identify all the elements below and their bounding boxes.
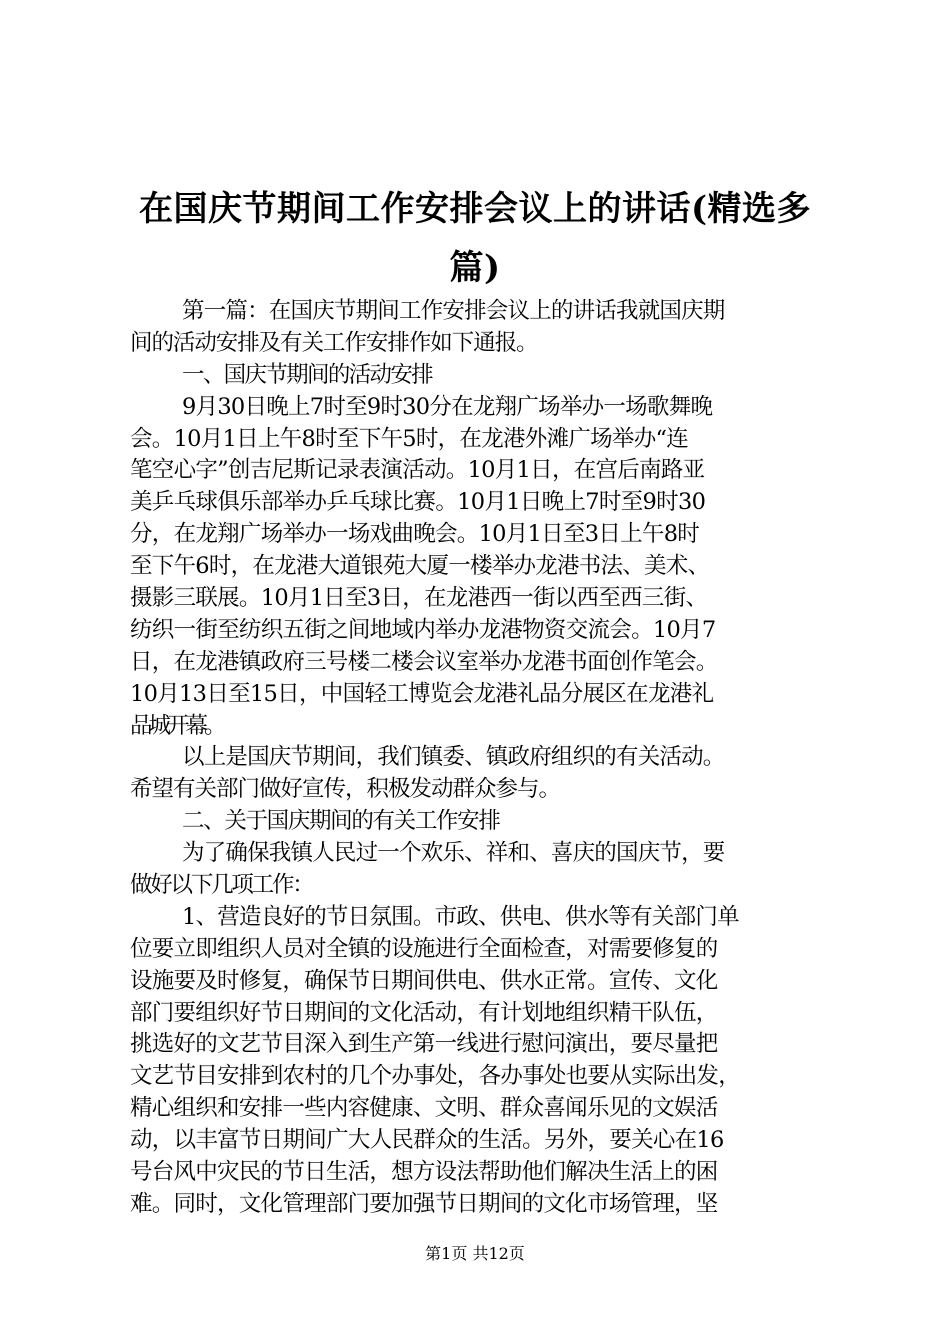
- text-line: 号台风中灾民的节日生活，想方设法帮助他们解决生活上的困: [130, 1159, 718, 1186]
- text-line: 难。同时，文化管理部门要加强节日期间的文化市场管理，坚: [130, 1190, 718, 1217]
- text-line: 品城开幕。: [130, 712, 223, 739]
- text-line: 纺织一街至纺织五街之间地域内举办龙港物资交流会。10月7: [130, 616, 716, 643]
- title-line-1: 在国庆节期间工作安排会议上的讲话(精选多: [138, 189, 812, 229]
- text-line: 摄影三联展。10月1日至3日，在龙港西一街以西至西三街、: [130, 585, 708, 612]
- page-footer: 第1页 共12页: [425, 1244, 525, 1263]
- text-line: 分，在龙翔广场举办一场戏曲晚会。10月1日至3日上午8时: [130, 521, 700, 548]
- text-line: 一、国庆节期间的活动安排: [182, 361, 433, 388]
- text-line: 至下午6时，在龙港大道银苑大厦一楼举办龙港书法、美术、: [130, 553, 710, 580]
- text-line: 10月13日至15日，中国轻工博览会龙港礼品分展区在龙港礼: [130, 680, 714, 707]
- document-body: [130, 296, 870, 1221]
- text-line: 精心组织和安排一些内容健康、文明、群众喜闻乐见的文娱活: [130, 1095, 718, 1122]
- text-line: 间的活动安排及有关工作安排作如下通报。: [130, 329, 538, 356]
- text-line: 笔空心字”创吉尼斯记录表演活动。10月1日，在宫后南路亚: [130, 457, 705, 484]
- text-line: 挑选好的文艺节目深入到生产第一线进行慰问演出，要尽量把: [130, 1031, 718, 1058]
- text-line: 部门要组织好节日期间的文化活动，有计划地组织精干队伍，: [130, 999, 718, 1026]
- text-line: 美乒乓球俱乐部举办乒乓球比赛。10月1日晚上7时至9时30: [130, 489, 706, 516]
- text-line: 会。10月1日上午8时至下午5时，在龙港外滩广场举办“连: [130, 425, 689, 452]
- text-line: 文艺节目安排到农村的几个办事处，各办事处也要从实际出发，: [130, 1063, 741, 1090]
- text-line: 9月30日晚上7时至9时30分在龙翔广场举办一场歌舞晚: [182, 393, 713, 420]
- text-line: 第一篇：在国庆节期间工作安排会议上的讲话我就国庆期: [182, 298, 725, 324]
- document-title: [118, 180, 832, 298]
- text-line: 希望有关部门做好宣传，积极发动群众参与。: [130, 776, 561, 803]
- text-line: 以上是国庆节期间，我们镇委、镇政府组织的有关活动。: [182, 744, 725, 771]
- text-line: 1、营造良好的节日氛围。市政、供电、供水等有关部门单: [182, 903, 739, 930]
- text-line: 日，在龙港镇政府三号楼二楼会议室举办龙港书面创作笔会。: [130, 648, 718, 675]
- title-line-2: 篇): [449, 248, 501, 288]
- text-line: 位要立即组织人员对全镇的设施进行全面检查，对需要修复的: [130, 935, 718, 962]
- text-line: 为了确保我镇人民过一个欢乐、祥和、喜庆的国庆节，要: [182, 840, 725, 867]
- text-line: 做好以下几项工作：: [130, 872, 313, 899]
- text-line: 二、关于国庆期间的有关工作安排: [182, 808, 500, 835]
- text-line: 动，以丰富节日期间广大人民群众的生活。另外，要关心在16: [130, 1127, 724, 1154]
- text-line: 设施要及时修复，确保节日期间供电、供水正常。宣传、文化: [130, 967, 718, 994]
